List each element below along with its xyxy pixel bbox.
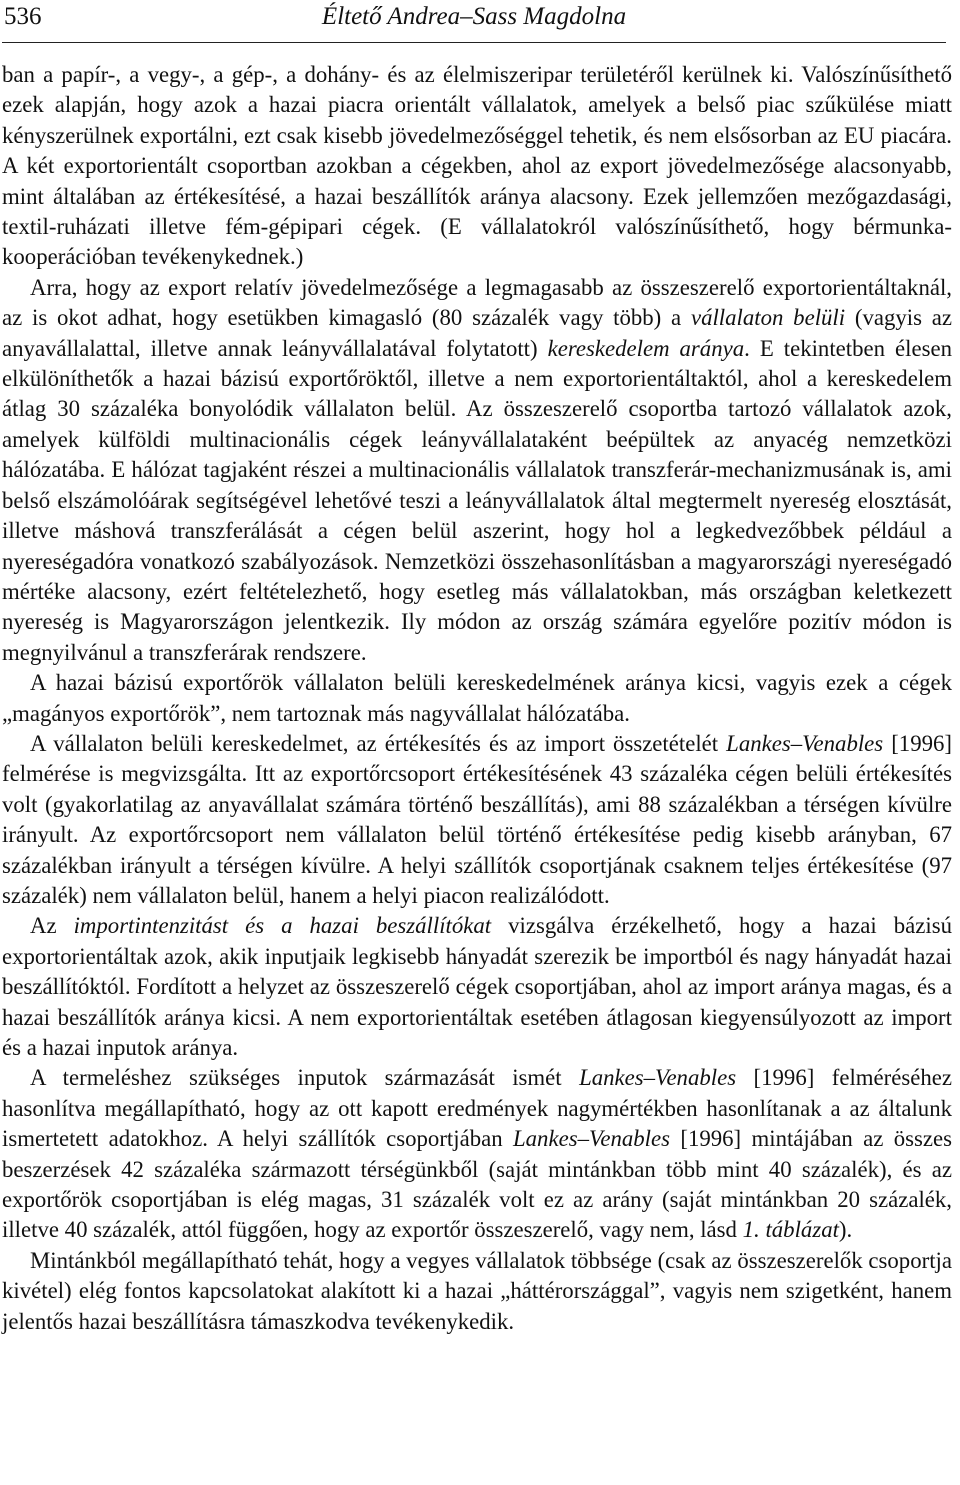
italic-text-run: Lankes–Venables bbox=[726, 730, 884, 756]
running-head-authors: Éltető Andrea–Sass Magdolna bbox=[321, 3, 627, 30]
text-run: A hazai bázisú exportőrök vállalaton belüli kereskedelmének aránya kicsi, vagyis ezek a cégek „magányos exportőrök”, nem tartoznak más nagyvállalat hálózatába. bbox=[2, 670, 952, 726]
text-run: . E tekintetben élesen elkülöníthetők a hazai bázisú exportőröktől, illetve a nem exportorientáltaktól, ahol a kereskedelem átlag 30 százaléka bonyolódik vállalaton belül. Az összeszerelő csoportba tartozó vállalatok azok, amelyek külföldi multinacionális cégek leányvállalataként beépültek az anyacég nemzetközi hálózatába. E hálózat tagjaként részei a multinacionális vállalatok transzferár-mechanizmusának is, ami belső elszámolóárak segítségével lehetővé teszi a leányvállalatok által megtermelt nyereség elosztását, illetve máshová transzferálását a cégen belül aszerint, hogy hol a legkedvezőbbek például a nyereségadóra vonatkozó szabályozások. Nemzetközi összehasonlításban a magyarországi nyereségadó mértéke alacsony, ezért feltételezhető, hogy esetleg más vállalatokban, más országban keletkezett nyereség is Magyarországon jelentkezik. Ily módon az ország számára egyelőre pozitív módon is megnyilvánul a transzferárak rendszere. bbox=[2, 335, 952, 665]
paragraph bbox=[2, 668, 952, 729]
text-run: [1996] felmérése is megvizsgálta. Itt az exportőrcsoport értékesítésének 43 százaléka cégen belüli értékesítés volt (gyakorlatilag az anyavállalat számára történő beszállítás), ami 88 százalékban a térségen kívülre irányult. Az exportőrcsoport nem vállalaton belül történő értékesítése pedig kisebb arányban, 67 százalékban irányult a térségen kívülre. A helyi szállítók csoportjának csaknem teljes értékesítése (97 százalék) nem vállalaton belül, hanem a helyi piacon realizálódott. bbox=[2, 730, 952, 908]
paragraph bbox=[2, 1246, 952, 1337]
text-run: [1996] felméréséhez hasonlítva megállapítható, hogy az ott kapott eredmények nagymértékben hasonlítanak a az általunk ismertetett adatokhoz. A helyi szállítók csoportjában bbox=[2, 1065, 952, 1152]
paragraph bbox=[2, 273, 952, 668]
paragraph bbox=[2, 1063, 952, 1245]
paragraph bbox=[2, 911, 952, 1063]
italic-text-run: kereskedelem aránya bbox=[547, 335, 745, 361]
text-run: ). bbox=[838, 1217, 853, 1243]
paragraph bbox=[2, 60, 952, 273]
paragraph bbox=[2, 729, 952, 911]
text-run: (vagyis az anyavállalattal, illetve annak leányvállalatával folytatott) bbox=[2, 305, 952, 361]
page-number: 536 bbox=[4, 3, 42, 30]
text-run: A termeléshez szükséges inputok származását ismét bbox=[30, 1065, 580, 1091]
italic-text-run: vállalaton belüli bbox=[690, 305, 846, 331]
body-text bbox=[2, 60, 952, 1337]
text-run: ban a papír-, a vegy-, a gép-, a dohány- és az élelmiszeripar területéről kerülnek ki. Valószínűsíthető ezek alapján, hogy azok a hazai piacra orientált vállalatok, amelyek a belső piac szűkülése miatt kényszerülnek exportálni, ezt csak kisebb jövedelmezőséggel tehetik, és nem elsősorban az EU piacára. A két exportorientált csoportban azokban a cégekben, ahol az export jövedelmezősége alacsonyabb, mint általában az értékesítésé, a hazai beszállítók aránya alacsony. Ezek jellemzően mezőgazdasági, textil-ruházati illetve fém-gépipari cégek. (E vállalatokról valószínűsíthető, hogy bérmunka-kooperációban tevékenykednek.) bbox=[2, 62, 952, 270]
italic-text-run: importintenzitást és a hazai beszállítókat bbox=[73, 913, 492, 939]
italic-text-run: Lankes–Venables bbox=[512, 1126, 671, 1152]
italic-text-run: Lankes–Venables bbox=[579, 1065, 737, 1091]
text-run: vizsgálva érzékelhető, hogy a hazai bázisú exportorientáltak azok, akik inputjaik legkisebb hányadát szerezik be importból és nagy hányadát hazai beszállítóktól. Fordított a helyzet az összeszerelő cégek csoportjában, ahol az import aránya magas, és a hazai beszállítók aránya kicsi. A nem exportorientáltak esetében átlagosan kiegyensúlyozott az import és a hazai inputok aránya. bbox=[2, 913, 952, 1060]
text-run: [1996] mintájában az összes beszerzések 42 százaléka származott térségünkből (saját mintánkban több mint 40 százalék), és az exportőrök csoportjában is elég magas, 31 százalék volt ez az arány (saját mintánkban 20 százalék, illetve 40 százalék, attól függően, hogy az exportőr összeszerelő, vagy nem, lásd bbox=[2, 1126, 952, 1243]
text-run: A vállalaton belüli kereskedelmet, az értékesítés és az import összetételét bbox=[30, 730, 727, 756]
italic-text-run: 1. táblázat bbox=[742, 1217, 839, 1243]
page-header bbox=[2, 0, 946, 43]
text-run: Mintánkból megállapítható tehát, hogy a vegyes vállalatok többsége (csak az összeszerelők csoportja kivétel) elég fontos kapcsolatokat alakított ki a hazai „háttérországgal”, vagyis nem szigetként, hanem jelentős hazai beszállításra támaszkodva tevékenykedik. bbox=[2, 1247, 952, 1334]
text-run: Arra, hogy az export relatív jövedelmezősége a legmagasabb az összeszerelő exportorientáltaknál, az is okot adhat, hogy esetükben kimagasló (80 százalék vagy több) a bbox=[2, 274, 952, 331]
text-run: Az bbox=[30, 913, 74, 939]
